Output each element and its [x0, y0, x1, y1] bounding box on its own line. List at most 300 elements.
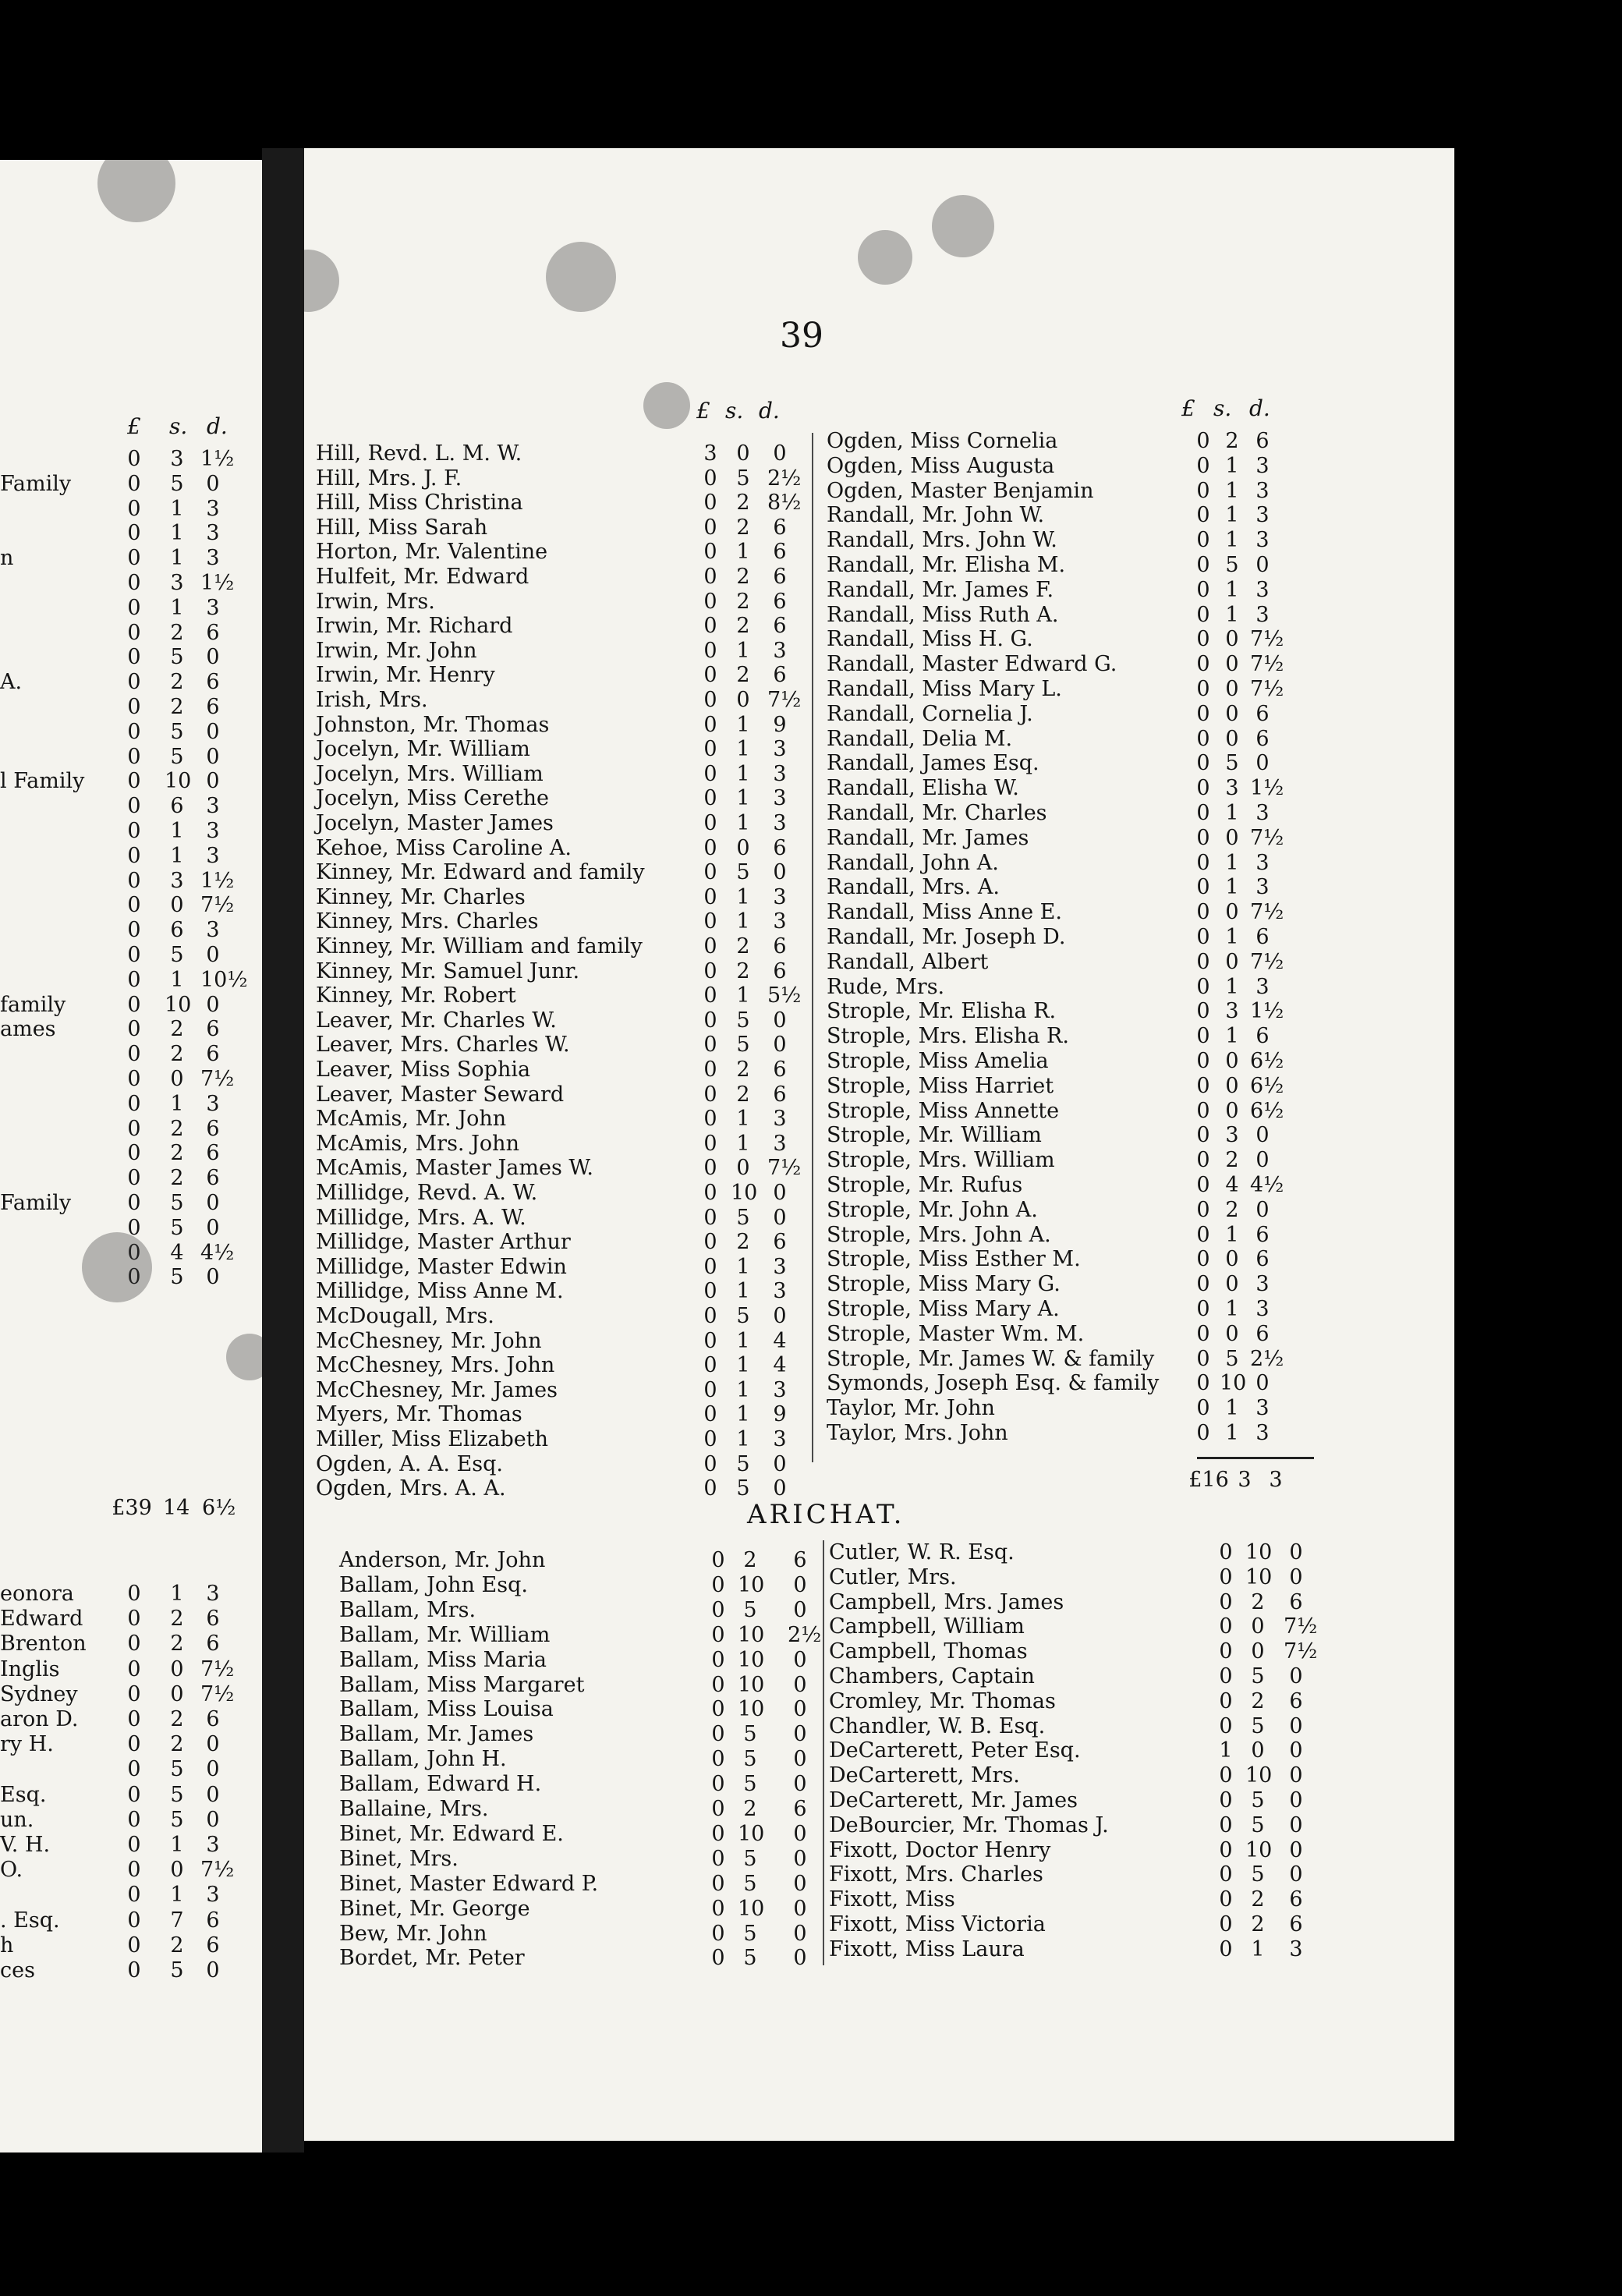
- column-a-amount-shillings: 2: [736, 1230, 750, 1255]
- column-a-amount-shillings: 1: [736, 1402, 750, 1427]
- column-a-amount-pounds: 0: [703, 884, 717, 909]
- column-b-amount-shillings: 4: [1225, 1173, 1239, 1197]
- left-fragment-amount-pence: 0: [206, 943, 220, 967]
- column-b-row: [827, 652, 1294, 676]
- column-a-row: [316, 1378, 811, 1402]
- column-a-name: Millidge, Master Arthur: [316, 1230, 571, 1255]
- arichat-b-row: [829, 1714, 1327, 1738]
- left-fragment-2-name: h: [0, 1933, 14, 1958]
- column-a-name: Myers, Mr. Thomas: [316, 1402, 522, 1427]
- column-b-amount-pence: 3: [1255, 875, 1270, 900]
- column-a-amount-pence: 6: [773, 614, 787, 639]
- arichat-b-amount-pence: 7½: [1284, 1639, 1318, 1664]
- left-fragment-name: l Family: [0, 769, 85, 794]
- column-b-row: [827, 975, 1294, 999]
- column-a-name: Kinney, Mr. William and family: [316, 934, 643, 958]
- column-b-amount-pence: 3: [1255, 1297, 1270, 1321]
- column-a-amount-shillings: 1: [736, 811, 750, 835]
- arichat-a-name: Ballam, Mr. William: [339, 1622, 551, 1647]
- column-b-name: Randall, Master Edward G.: [827, 652, 1117, 677]
- column-a-amount-pence: 2½: [767, 466, 802, 491]
- arichat-b-name: Campbell, Thomas: [829, 1639, 1028, 1664]
- left-fragment-2-amount-shillings: 1: [170, 1582, 184, 1606]
- arichat-a-amount-pence: 0: [793, 1722, 807, 1747]
- left-fragment-amount-pence: 6: [206, 695, 220, 719]
- arichat-a-amount-pence: 0: [793, 1772, 807, 1797]
- column-b-row: [827, 1247, 1294, 1271]
- left-fragment-2-amount-pence: 3: [206, 1883, 220, 1908]
- arichat-a-amount-pounds: 0: [711, 1647, 725, 1672]
- column-a-row: [316, 1082, 811, 1107]
- column-a-name: Kinney, Mr. Robert: [316, 983, 516, 1008]
- column-a-amount-pence: 3: [773, 786, 787, 811]
- left-fragment-amount-pence: 1½: [200, 868, 235, 893]
- column-b-name: Strople, Miss Harriet: [827, 1073, 1054, 1098]
- left-fragment-2-amount-shillings: 7: [170, 1908, 184, 1933]
- left-header-shillings: s.: [169, 413, 188, 439]
- column-a-name: Leaver, Mr. Charles W.: [316, 1008, 557, 1033]
- column-b-amount-pence: 6: [1255, 1024, 1270, 1049]
- left-fragment-amount-shillings: 2: [170, 695, 184, 719]
- left-fragment-2-amount-shillings: 5: [170, 1757, 184, 1782]
- left-fragment-amount-shillings: 2: [170, 620, 184, 645]
- column-a-row: [316, 1107, 811, 1131]
- column-a-row: [316, 516, 811, 540]
- column-a-row: [316, 1329, 811, 1353]
- column-b-amount-pence: 3: [1255, 577, 1270, 602]
- column-a-row: [316, 1304, 811, 1328]
- left-fragment-2-amount-pence: 3: [206, 1582, 220, 1606]
- column-b-name: Randall, Albert: [827, 949, 989, 974]
- arichat-b-name: DeBourcier, Mr. Thomas J.: [829, 1812, 1109, 1837]
- arichat-b-amount-pence: 0: [1289, 1664, 1303, 1688]
- left-fragment-2-amount-shillings: 0: [170, 1858, 184, 1883]
- column-a-name: Horton, Mr. Valentine: [316, 540, 548, 565]
- arichat-b-row: [829, 1590, 1327, 1614]
- column-b-amount-shillings: 2: [1225, 1197, 1239, 1222]
- column-b-row: [827, 727, 1294, 751]
- left-fragment-amount-shillings: 1: [170, 819, 184, 843]
- column-a-name: McChesney, Mrs. John: [316, 1353, 555, 1378]
- column-a-name: Millidge, Master Edwin: [316, 1254, 567, 1279]
- column-b-amount-pence: 1½: [1250, 776, 1284, 801]
- column-a-amount-pence: 7½: [767, 1156, 802, 1181]
- column-b-amount-pounds: 0: [1196, 801, 1210, 825]
- column-b-amount-pounds: 0: [1196, 726, 1210, 751]
- arichat-a-amount-pounds: 0: [711, 1548, 725, 1572]
- column-b-amount-pounds: 0: [1196, 1098, 1210, 1123]
- column-b-amount-shillings: 0: [1225, 900, 1239, 925]
- left-fragment-name: Family: [0, 471, 72, 496]
- left-fragment-row: [0, 1191, 244, 1215]
- left-fragment-row: [0, 596, 244, 620]
- column-b-amount-shillings: 5: [1225, 553, 1239, 577]
- arichat-b-amount-pounds: 0: [1219, 1763, 1233, 1788]
- left-fragment-amount-pounds: 0: [127, 1042, 141, 1067]
- left-fragment-2-name: un.: [0, 1807, 34, 1832]
- column-a-amount-pence: 3: [773, 1279, 787, 1304]
- arichat-b-row: [829, 1565, 1327, 1589]
- column-a-amount-pounds: 0: [703, 1033, 717, 1058]
- column-a-amount-pence: 6: [773, 934, 787, 958]
- column-a-amount-pounds: 0: [703, 1181, 717, 1205]
- arichat-a-amount-shillings: 5: [743, 1846, 757, 1871]
- left-fragment-row: [0, 546, 244, 570]
- column-a-row: [316, 1230, 811, 1254]
- left-fragment-amount-shillings: 5: [170, 719, 184, 744]
- column-a-name: Millidge, Mrs. A. W.: [316, 1205, 526, 1230]
- column-b-amount-shillings: 0: [1225, 1272, 1239, 1297]
- left-fragment-2-amount-pounds: 0: [127, 1858, 141, 1883]
- column-b-name: Strople, Miss Mary A.: [827, 1297, 1060, 1321]
- arichat-b-name: Cutler, Mrs.: [829, 1564, 957, 1589]
- column-a-row: [316, 959, 811, 983]
- left-fragment-2-name: Esq.: [0, 1782, 47, 1807]
- column-b-row: [827, 627, 1294, 651]
- column-b-name: Strople, Mrs. John A.: [827, 1222, 1051, 1247]
- column-a-amount-pence: 0: [773, 1304, 787, 1328]
- column-a-amount-pounds: 0: [703, 515, 717, 540]
- column-a-amount-shillings: 2: [736, 491, 750, 516]
- left-fragment-2-amount-pence: 6: [206, 1933, 220, 1958]
- column-b-amount-shillings: 0: [1225, 1098, 1239, 1123]
- left-fragment-amount-pence: 3: [206, 918, 220, 943]
- left-fragment-2-row: [0, 1883, 244, 1907]
- arichat-a-amount-pounds: 0: [711, 1622, 725, 1647]
- left-fragment-row: [0, 1042, 244, 1066]
- left-fragment-amount-shillings: 1: [170, 843, 184, 868]
- arichat-b-name: Fixott, Miss Victoria: [829, 1912, 1046, 1936]
- column-b-amount-pounds: 0: [1196, 1123, 1210, 1148]
- column-b-amount-pounds: 0: [1196, 776, 1210, 801]
- arichat-b-name: Fixott, Mrs. Charles: [829, 1862, 1043, 1887]
- column-b-row: [827, 999, 1294, 1023]
- arichat-a-amount-pounds: 0: [711, 1772, 725, 1797]
- column-b-row: [827, 1421, 1294, 1445]
- left-fragment-2-amount-shillings: 2: [170, 1607, 184, 1632]
- arichat-b-amount-shillings: 5: [1251, 1862, 1265, 1887]
- column-a-name: Kinney, Mr. Charles: [316, 884, 526, 909]
- left-fragment-name: Family: [0, 1191, 72, 1215]
- arichat-a-row: [339, 1623, 831, 1647]
- arichat-a-amount-shillings: 5: [743, 1772, 757, 1797]
- column-a-row: [316, 1156, 811, 1180]
- arichat-b-amount-shillings: 2: [1251, 1887, 1265, 1912]
- left-fragment-amount-shillings: 5: [170, 744, 184, 769]
- column-b-amount-pence: 0: [1255, 1123, 1270, 1148]
- column-b-amount-shillings: 1: [1225, 1297, 1239, 1321]
- arichat-a-amount-pence: 0: [793, 1647, 807, 1672]
- column-a-amount-shillings: 1: [736, 1377, 750, 1402]
- column-b-row: [827, 603, 1294, 627]
- column-a-amount-pounds: 0: [703, 1008, 717, 1033]
- left-fragment-2-amount-pounds: 0: [127, 1632, 141, 1656]
- column-a-row: [316, 614, 811, 638]
- column-a-amount-shillings: 1: [736, 1353, 750, 1378]
- arichat-b-amount-shillings: 2: [1251, 1912, 1265, 1936]
- column-a-row: [316, 934, 811, 958]
- left-fragment-amount-pence: 3: [206, 819, 220, 843]
- column-a-amount-shillings: 5: [736, 1205, 750, 1230]
- column-b-name: Strople, Miss Mary G.: [827, 1272, 1061, 1297]
- left-fragment-2-amount-pounds: 0: [127, 1707, 141, 1731]
- left-fragment-2-name: eonora: [0, 1582, 74, 1606]
- column-b-amount-pounds: 0: [1196, 553, 1210, 577]
- column-b-row: [827, 1396, 1294, 1420]
- column-b-name: Ogden, Miss Augusta: [827, 453, 1055, 478]
- column-a-amount-pence: 3: [773, 1377, 787, 1402]
- left-fragment-amount-shillings: 10: [165, 769, 192, 794]
- arichat-a-row: [339, 1548, 831, 1572]
- column-a-amount-shillings: 1: [736, 1254, 750, 1279]
- column-b-row: [827, 851, 1294, 875]
- column-a-amount-pence: 3: [773, 909, 787, 934]
- column-b-amount-pounds: 0: [1196, 900, 1210, 925]
- arichat-a-row: [339, 1922, 831, 1946]
- left-fragment-amount-pounds: 0: [127, 769, 141, 794]
- left-fragment-2-amount-pence: 6: [206, 1908, 220, 1933]
- left-fragment-amount-shillings: 5: [170, 645, 184, 670]
- column-a-row: [316, 1008, 811, 1033]
- column-a-amount-pence: 5½: [767, 983, 802, 1008]
- column-a-amount-shillings: 1: [736, 540, 750, 565]
- column-b-amount-pence: 3: [1255, 1421, 1270, 1445]
- arichat-a-row: [339, 1797, 831, 1821]
- column-a-amount-pounds: 0: [703, 1058, 717, 1082]
- column-a-name: Johnston, Mr. Thomas: [316, 712, 550, 737]
- left-fragment-amount-pence: 6: [206, 1141, 220, 1166]
- column-b-amount-pence: 2½: [1250, 1346, 1284, 1371]
- column-a-amount-shillings: 1: [736, 638, 750, 663]
- arichat-b-amount-shillings: 5: [1251, 1812, 1265, 1837]
- left-fragment-amount-pence: 6: [206, 1042, 220, 1067]
- arichat-a-name: Anderson, Mr. John: [339, 1548, 546, 1572]
- arichat-b-amount-pounds: 0: [1219, 1887, 1233, 1912]
- arichat-a-name: Ballam, Miss Margaret: [339, 1672, 585, 1697]
- left-fragment-total-shillings: 14: [163, 1496, 190, 1520]
- column-a-header-pence: d.: [759, 398, 780, 423]
- ink-stain: [643, 382, 690, 429]
- column-b-name: Ogden, Miss Cornelia: [827, 429, 1058, 453]
- page-number: 39: [780, 316, 823, 356]
- arichat-a-amount-pence: 0: [793, 1672, 807, 1697]
- arichat-b-amount-pounds: 0: [1219, 1862, 1233, 1887]
- column-a-name: Hill, Revd. L. M. W.: [316, 441, 522, 466]
- arichat-a-amount-pounds: 0: [711, 1797, 725, 1821]
- left-fragment-amount-shillings: 2: [170, 1017, 184, 1042]
- column-a-row: [316, 885, 811, 909]
- arichat-b-amount-pounds: 0: [1219, 1664, 1233, 1688]
- arichat-b-amount-pence: 7½: [1284, 1614, 1318, 1639]
- column-a-amount-pounds: 0: [703, 712, 717, 737]
- arichat-b-amount-pounds: 1: [1219, 1738, 1233, 1763]
- arichat-b-amount-pence: 0: [1289, 1788, 1303, 1812]
- column-b-name: Strople, Miss Annette: [827, 1098, 1060, 1123]
- column-a-amount-shillings: 0: [736, 1156, 750, 1181]
- arichat-b-row: [829, 1664, 1327, 1688]
- column-a-row: [316, 762, 811, 786]
- left-fragment-amount-pence: 3: [206, 546, 220, 571]
- arichat-a-row: [339, 1722, 831, 1746]
- left-fragment-amount-pounds: 0: [127, 521, 141, 546]
- column-b-amount-pounds: 0: [1196, 1049, 1210, 1073]
- column-a-amount-shillings: 2: [736, 1082, 750, 1107]
- column-a-amount-pounds: 0: [703, 1427, 717, 1451]
- column-a-header-shillings: s.: [725, 398, 744, 423]
- column-b-row: [827, 925, 1294, 949]
- column-a-row: [316, 1476, 811, 1501]
- left-fragment-amount-pence: 0: [206, 471, 220, 496]
- left-fragment-amount-pence: 0: [206, 645, 220, 670]
- left-fragment-amount-pence: 6: [206, 1017, 220, 1042]
- column-a-row: [316, 983, 811, 1008]
- left-fragment-2-amount-pence: 7½: [200, 1858, 235, 1883]
- column-b-amount-pounds: 0: [1196, 577, 1210, 602]
- column-a-amount-pounds: 0: [703, 589, 717, 614]
- left-fragment-2-amount-pence: 3: [206, 1833, 220, 1857]
- left-fragment-amount-pence: 3: [206, 794, 220, 819]
- column-a-row: [316, 441, 811, 466]
- left-fragment-amount-pounds: 0: [127, 992, 141, 1017]
- column-b-header-pence: d.: [1249, 395, 1270, 421]
- left-fragment-2-amount-pounds: 0: [127, 1883, 141, 1908]
- left-fragment-amount-pounds: 0: [127, 1091, 141, 1116]
- left-fragment-name: family: [0, 992, 66, 1017]
- column-a-amount-shillings: 2: [736, 958, 750, 983]
- left-fragment-amount-pounds: 0: [127, 794, 141, 819]
- column-a-amount-pence: 6: [773, 540, 787, 565]
- arichat-b-name: Fixott, Doctor Henry: [829, 1837, 1051, 1862]
- column-b-name: Taylor, Mrs. John: [827, 1421, 1008, 1445]
- column-a-amount-pounds: 0: [703, 1131, 717, 1156]
- column-b-row: [827, 1347, 1294, 1371]
- column-a-row: [316, 1132, 811, 1156]
- arichat-b-amount-pounds: 0: [1219, 1936, 1233, 1961]
- arichat-a-name: Ballam, John H.: [339, 1747, 507, 1772]
- column-a-amount-pounds: 0: [703, 835, 717, 860]
- column-a-amount-shillings: 10: [731, 1181, 758, 1205]
- column-a-amount-shillings: 1: [736, 1279, 750, 1304]
- column-a-amount-pounds: 0: [703, 565, 717, 589]
- left-fragment-amount-shillings: 2: [170, 1141, 184, 1166]
- column-b-name: Strople, Mrs. William: [827, 1148, 1055, 1173]
- left-fragment-row: [0, 695, 244, 719]
- left-fragment-amount-pounds: 0: [127, 819, 141, 843]
- arichat-a-amount-pounds: 0: [711, 1921, 725, 1946]
- ink-stain: [304, 250, 339, 312]
- column-a-row: [316, 688, 811, 712]
- ink-stain: [97, 160, 175, 222]
- column-b-amount-shillings: 2: [1225, 1148, 1239, 1173]
- column-a-amount-pence: 9: [773, 1402, 787, 1427]
- ink-stain: [932, 195, 994, 257]
- arichat-a-amount-pence: 0: [793, 1871, 807, 1896]
- left-fragment-2-amount-pounds: 0: [127, 1833, 141, 1857]
- left-fragment-2-amount-shillings: 5: [170, 1782, 184, 1807]
- column-b-amount-shillings: 1: [1225, 974, 1239, 999]
- left-fragment-amount-pence: 7½: [200, 893, 235, 918]
- arichat-b-amount-pounds: 0: [1219, 1912, 1233, 1936]
- column-a-amount-shillings: 1: [736, 1131, 750, 1156]
- left-fragment-2-amount-shillings: 2: [170, 1732, 184, 1757]
- column-a-amount-pence: 6: [773, 663, 787, 688]
- arichat-a-amount-pence: 6: [793, 1548, 807, 1572]
- column-b-amount-pounds: 0: [1196, 701, 1210, 726]
- column-b-amount-shillings: 1: [1225, 602, 1239, 627]
- left-fragment-amount-shillings: 5: [170, 943, 184, 967]
- left-fragment-amount-shillings: 1: [170, 595, 184, 620]
- column-b-amount-pence: 0: [1255, 1197, 1270, 1222]
- column-a-row: [316, 1206, 811, 1230]
- left-fragment-amount-shillings: 1: [170, 1091, 184, 1116]
- column-b-amount-pounds: 0: [1196, 949, 1210, 974]
- ink-stain: [858, 230, 912, 285]
- left-fragment-row: [0, 472, 244, 496]
- arichat-b-amount-shillings: 1: [1251, 1936, 1265, 1961]
- column-b-amount-shillings: 1: [1225, 1421, 1239, 1445]
- column-a-row: [316, 1058, 811, 1082]
- column-b-amount-pence: 6½: [1250, 1073, 1284, 1098]
- left-fragment-amount-shillings: 5: [170, 1215, 184, 1240]
- column-b-amount-pounds: 0: [1196, 1197, 1210, 1222]
- left-fragment-2-amount-pounds: 0: [127, 1607, 141, 1632]
- column-a-header-pounds: £: [696, 398, 710, 423]
- column-a-amount-pounds: 0: [703, 934, 717, 958]
- arichat-a-row: [339, 1872, 831, 1896]
- column-a-amount-pence: 6: [773, 1230, 787, 1255]
- column-a-amount-pence: 7½: [767, 688, 802, 712]
- column-a-amount-shillings: 2: [736, 614, 750, 639]
- left-fragment-amount-shillings: 3: [170, 571, 184, 595]
- column-a-amount-shillings: 1: [736, 909, 750, 934]
- column-a-amount-pence: 8½: [767, 491, 802, 516]
- column-b-amount-pounds: 0: [1196, 1321, 1210, 1346]
- arichat-a-row: [339, 1648, 831, 1672]
- column-b-amount-pounds: 0: [1196, 1272, 1210, 1297]
- column-b-amount-pence: 3: [1255, 1272, 1270, 1297]
- arichat-b-amount-pounds: 0: [1219, 1788, 1233, 1812]
- left-fragment-row: [0, 967, 248, 992]
- column-b-amount-shillings: 1: [1225, 925, 1239, 949]
- column-a-amount-pence: 6: [773, 589, 787, 614]
- column-b-amount-pence: 6: [1255, 429, 1270, 453]
- arichat-b-name: DeCarterett, Mr. James: [829, 1788, 1078, 1812]
- column-a-amount-pounds: 0: [703, 786, 717, 811]
- column-a-amount-shillings: 1: [736, 786, 750, 811]
- main-page: [304, 148, 1454, 2141]
- arichat-b-amount-shillings: 0: [1251, 1738, 1265, 1763]
- left-fragment-row: [0, 670, 244, 694]
- column-a-row: [316, 1033, 811, 1057]
- arichat-a-name: Bew, Mr. John: [339, 1921, 487, 1946]
- left-fragment-amount-shillings: 1: [170, 521, 184, 546]
- arichat-b-amount-shillings: 10: [1245, 1540, 1273, 1564]
- column-b-total-shillings: 3: [1238, 1468, 1252, 1492]
- left-fragment-amount-shillings: 6: [170, 794, 184, 819]
- column-b-row: [827, 578, 1294, 602]
- column-b-amount-shillings: 0: [1225, 677, 1239, 701]
- column-a-amount-shillings: 0: [736, 688, 750, 712]
- column-b-amount-pounds: 0: [1196, 453, 1210, 478]
- column-b-amount-pounds: 0: [1196, 1396, 1210, 1421]
- left-fragment-row: [0, 497, 244, 521]
- arichat-b-amount-pounds: 0: [1219, 1837, 1233, 1862]
- column-a-name: McAmis, Mr. John: [316, 1107, 507, 1132]
- column-a-name: McAmis, Mrs. John: [316, 1131, 519, 1156]
- column-a-amount-pence: 0: [773, 441, 787, 466]
- left-fragment-total-pounds: £39: [112, 1496, 152, 1520]
- column-a-amount-pounds: 0: [703, 540, 717, 565]
